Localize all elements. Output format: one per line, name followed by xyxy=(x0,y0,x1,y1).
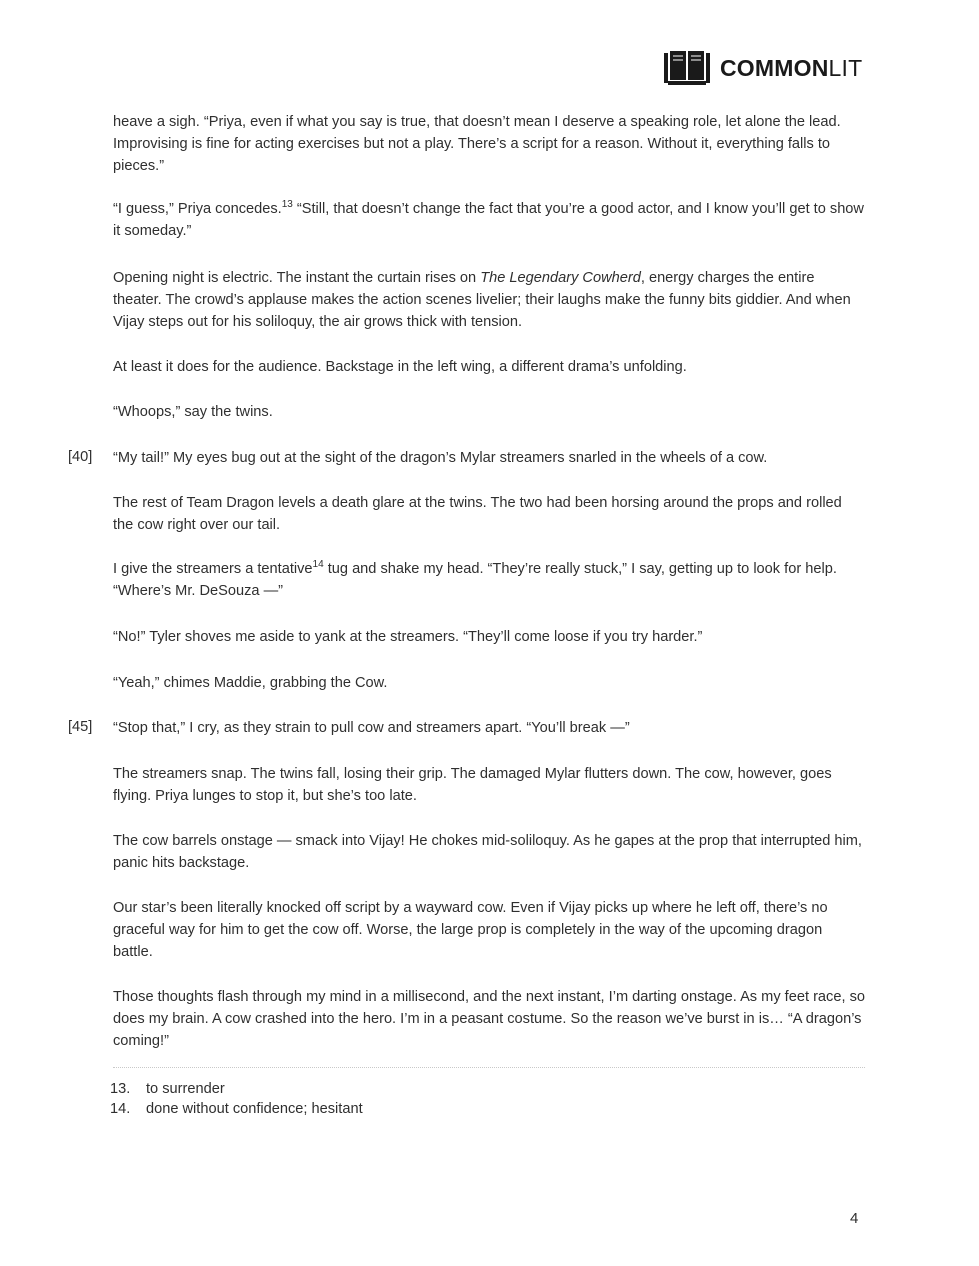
paragraph-text: “Still, that doesn’t change the fact that you’re a good actor, and I know you’ll get to show it someday.” xyxy=(113,201,864,239)
footnote-number: 13. xyxy=(110,1081,131,1097)
footnote-text: done without confidence; hesitant xyxy=(146,1101,363,1117)
paragraph: The streamers snap. The twins fall, losing their grip. The damaged Mylar flutters down. The cow, however, goes flying. Priya lunges to stop it, but she’s too late. xyxy=(113,766,832,804)
paragraph-number: [45] xyxy=(68,719,93,735)
footnote-text: to surrender xyxy=(146,1081,225,1097)
paragraph: “Yeah,” chimes Maddie, grabbing the Cow. xyxy=(113,675,388,691)
paragraph: heave a sigh. “Priya, even if what you say is true, that doesn’t mean I deserve a speaking role, let alone the lead. Improvising is fine for acting exercises but not a play. There’s a script for a reason. Without it, everything falls to pieces.” xyxy=(113,114,841,174)
paragraph: At least it does for the audience. Backstage in the left wing, a different drama’s unfolding. xyxy=(113,359,687,375)
paragraph: “Stop that,” I cry, as they strain to pull cow and streamers apart. “You’ll break —” xyxy=(113,720,630,736)
paragraph-text: I give the streamers a tentative xyxy=(113,561,313,577)
footnote-ref[interactable]: 14 xyxy=(312,559,324,570)
paragraph-text: Opening night is electric. The instant the curtain rises on xyxy=(113,270,481,286)
play-title: The Legendary Cowherd xyxy=(480,270,641,286)
logo-text-bold: COMMON xyxy=(720,54,829,81)
paragraph: Our star’s been literally knocked off script by a wayward cow. Even if Vijay picks up where he left off, there’s no graceful way for him to get the cow off. Worse, the large prop is completely in the way of the upcoming dragon battle. xyxy=(113,900,828,960)
footnote-divider xyxy=(113,1067,865,1068)
footnote-number: 14. xyxy=(110,1101,131,1117)
paragraph: Those thoughts flash through my mind in a millisecond, and the next instant, I’m darting onstage. As my feet race, so does my brain. A cow crashed into the hero. I’m in a peasant costume. So the reason we’ve burst in is… “A dragon’s coming!” xyxy=(113,989,865,1049)
paragraph xyxy=(113,199,865,243)
footnote-ref[interactable]: 13 xyxy=(281,199,293,210)
paragraph-text: tug and shake my head. “They’re really stuck,” I say, getting up to look for help. “Where’s Mr. DeSouza —” xyxy=(113,561,837,599)
commonlit-logo xyxy=(664,50,862,86)
logo-wordmark xyxy=(720,55,862,82)
paragraph-text: “I guess,” Priya concedes. xyxy=(113,201,282,217)
paragraph: “No!” Tyler shoves me aside to yank at the streamers. “They’ll come loose if you try harder.” xyxy=(113,629,703,645)
paragraph xyxy=(113,268,865,333)
paragraph: The rest of Team Dragon levels a death glare at the twins. The two had been horsing around the props and rolled the cow right over our tail. xyxy=(113,495,842,533)
paragraph: The cow barrels onstage — smack into Vijay! He chokes mid-soliloquy. As he gapes at the prop that interrupted him, panic hits backstage. xyxy=(113,833,862,871)
footnote xyxy=(110,1079,225,1099)
paragraph-text: , energy charges the entire theater. The crowd’s applause makes the action scenes livelier; their laughs make the funny bits giddier. And when Vijay steps out for his soliloquy, the air grows thick with tension. xyxy=(113,270,851,330)
paragraph-number: [40] xyxy=(68,449,93,465)
footnote xyxy=(110,1099,363,1119)
page-number: 4 xyxy=(850,1210,859,1227)
paragraph: “My tail!” My eyes bug out at the sight of the dragon’s Mylar streamers snarled in the wheels of a cow. xyxy=(113,450,768,466)
paragraph: “Whoops,” say the twins. xyxy=(113,404,273,420)
book-icon xyxy=(664,51,710,85)
logo-text-light: LIT xyxy=(828,54,863,81)
paragraph xyxy=(113,559,865,603)
